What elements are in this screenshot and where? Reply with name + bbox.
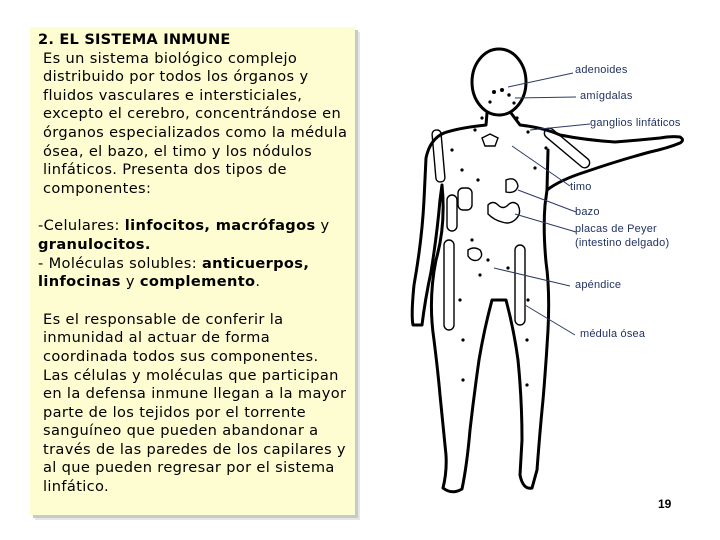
page-number: 19 [658,497,672,511]
cellular-highlight-2: granulocitos. [38,235,151,253]
label-timo: timo [570,181,592,193]
label-bazo: bazo [575,206,600,218]
label-medula: médula ósea [580,328,646,340]
label-adenoides: adenoides [575,64,628,76]
soluble-highlight-1: anticuerpos, linfocinas [38,254,310,291]
soluble-highlight-2: complemento [139,273,256,291]
intro-paragraph: Es un sistema biológico complejo distribuido por todos los órganos y fluidos vasculares e intersticiales, excepto el cerebro, concentrándose en órganos especializados como la médula ósea, el bazo, el timo y los nódulos linfáticos. Presenta dos tipos de componentes: [43,49,348,197]
internal-organs [432,126,592,330]
cellular-components: -Celulares: linfocitos, macrófagos y granulocitos. [38,217,330,253]
label-amigdalas: amígdalas [580,90,633,102]
label-ganglios: ganglios linfáticos [590,117,681,129]
cellular-highlight-1: linfocitos, macrófagos [124,217,316,235]
label-apendice: apéndice [575,279,622,291]
label-placas-peyer: placas de Peyer [575,223,657,235]
section-heading: 2. EL SISTEMA INMUNE [38,31,231,48]
defense-paragraph: Las células y moléculas que participan en la defensa inmune llegan a la mayor parte de los tejidos por el torrente sanguíneo que pueden abandonar a través de las paredes de los capilares y al que pueden regresar por el sistema linfático. [43,366,347,496]
lymph-nodes [450,88,547,387]
responsible-paragraph: Es el responsable de conferir la inmunidad al actuar de forma coordinada todos sus componentes. [43,310,319,365]
immune-system-figure [365,40,710,515]
text-panel [30,27,355,515]
label-intestino: (intestino delgado) [575,237,670,249]
soluble-components: - Moléculas solubles: anticuerpos, linfocinas y complemento. [38,254,310,291]
body-outline [412,49,682,492]
